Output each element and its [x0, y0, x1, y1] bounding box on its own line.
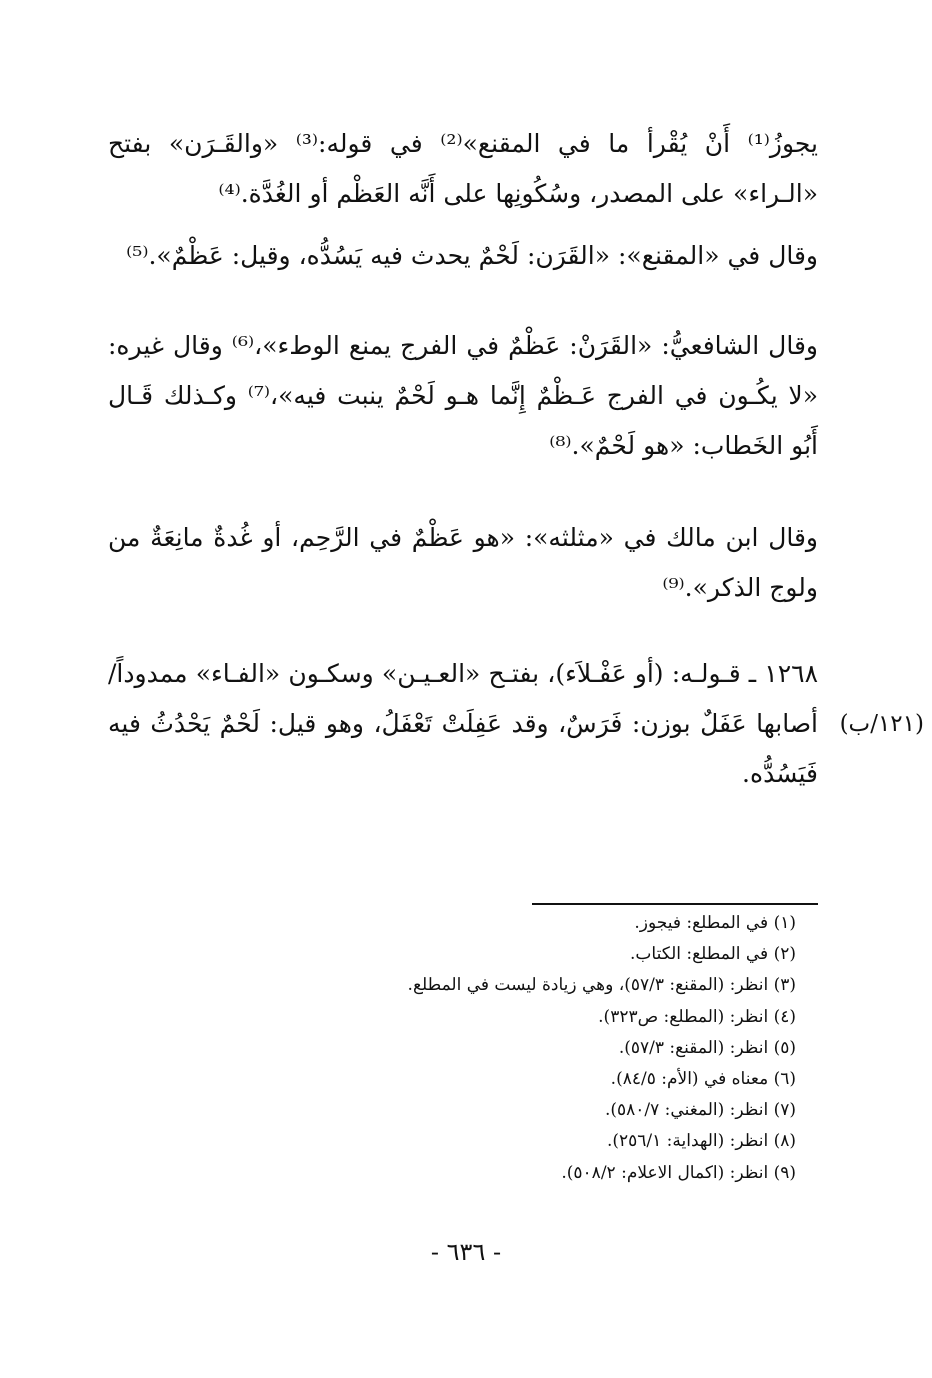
footnote-1: (١) في المطلع: فيجوز. — [634, 913, 796, 933]
paragraph-text: ١٢٦٨ ـ قـولـه: (أو عَفْـلاَء)، بفتـح «العـيـن» وسكـون «الفـاء» ممدوداً/أصابها عَفَلٌ بوزن: فَرَسٌ، وقد عَفِلَتْ تَعْفَلُ، وهو قيل: لَحْمٌ يَحْدُثُ فيه فَيَسُدُّه. — [108, 659, 818, 788]
footnotes — [300, 908, 796, 1189]
paragraph-1 — [108, 119, 818, 219]
footnote-8: (٨) انظر: (الهداية: ٢٥٦/١). — [606, 1131, 796, 1152]
footnote-5: (٥) انظر: (المقنع: ٥٧/٣). — [618, 1037, 796, 1058]
margin-folio-reference: (١٢١/ب) — [839, 711, 924, 737]
paragraph-text: وقال الشافعيُّ: «القَرَنْ: عَظْمٌ في الفرج يمنع الوطء»،⁽⁶⁾ وقال غيره: «لا يكُـون في الفرج عَـظْمٌ إِنَّما هـو لَحْمٌ ينبت فيه»،⁽⁷⁾ وكـذلك قَـال أَبُو الخَطاب: «هو لَحْمٌ».⁽⁸⁾ — [108, 331, 818, 460]
footnote-2: (٢) في المطلع: الكتاب. — [629, 944, 796, 965]
page-number: - ٦٣٦ - — [430, 1238, 502, 1266]
paragraph-5 — [108, 649, 818, 799]
paragraph-2 — [108, 231, 818, 281]
footnote-4: (٤) انظر: (المطلع: ص٣٢٣). — [598, 1006, 796, 1027]
footnote-9: (٩) انظر: (اكمال الاعلام: ٥٠٨/٢). — [561, 1162, 796, 1183]
paragraph-4 — [108, 513, 818, 613]
footnote-6: (٦) معناه في (الأم: ٨٤/٥). — [610, 1069, 796, 1090]
paragraph-text: وقال في «المقنع»: «القَرَن: لَحْمٌ يحدث فيه يَسُدُّه، وقيل: عَظْمٌ».⁽⁵⁾ — [126, 241, 818, 270]
paragraph-3 — [108, 321, 818, 471]
footnote-3: (٣) انظر: (المقنع: ٥٧/٣)، وهي زيادة ليست في المطلع. — [407, 975, 796, 996]
paragraph-text: يجوزُ⁽¹⁾ أَنْ يُقْرأ ما في المقنع»⁽²⁾ في قوله:⁽³⁾ «والقَـرَن» بفتح «الـراء» على المصدر، وسُكُونِها على أَنَّه العَظْم أو الغُدَّة.⁽⁴⁾ — [108, 129, 818, 208]
footnote-7: (٧) انظر: (المغني: ٥٨٠/٧). — [604, 1100, 796, 1121]
paragraph-text: وقال ابن مالك في «مثلثه»: «هو عَظْمٌ في الرَّحِم، أو غُدةٌ مانِعَةٌ من ولوج الذكر».⁽⁹⁾ — [108, 523, 818, 602]
footnote-divider — [532, 903, 818, 905]
